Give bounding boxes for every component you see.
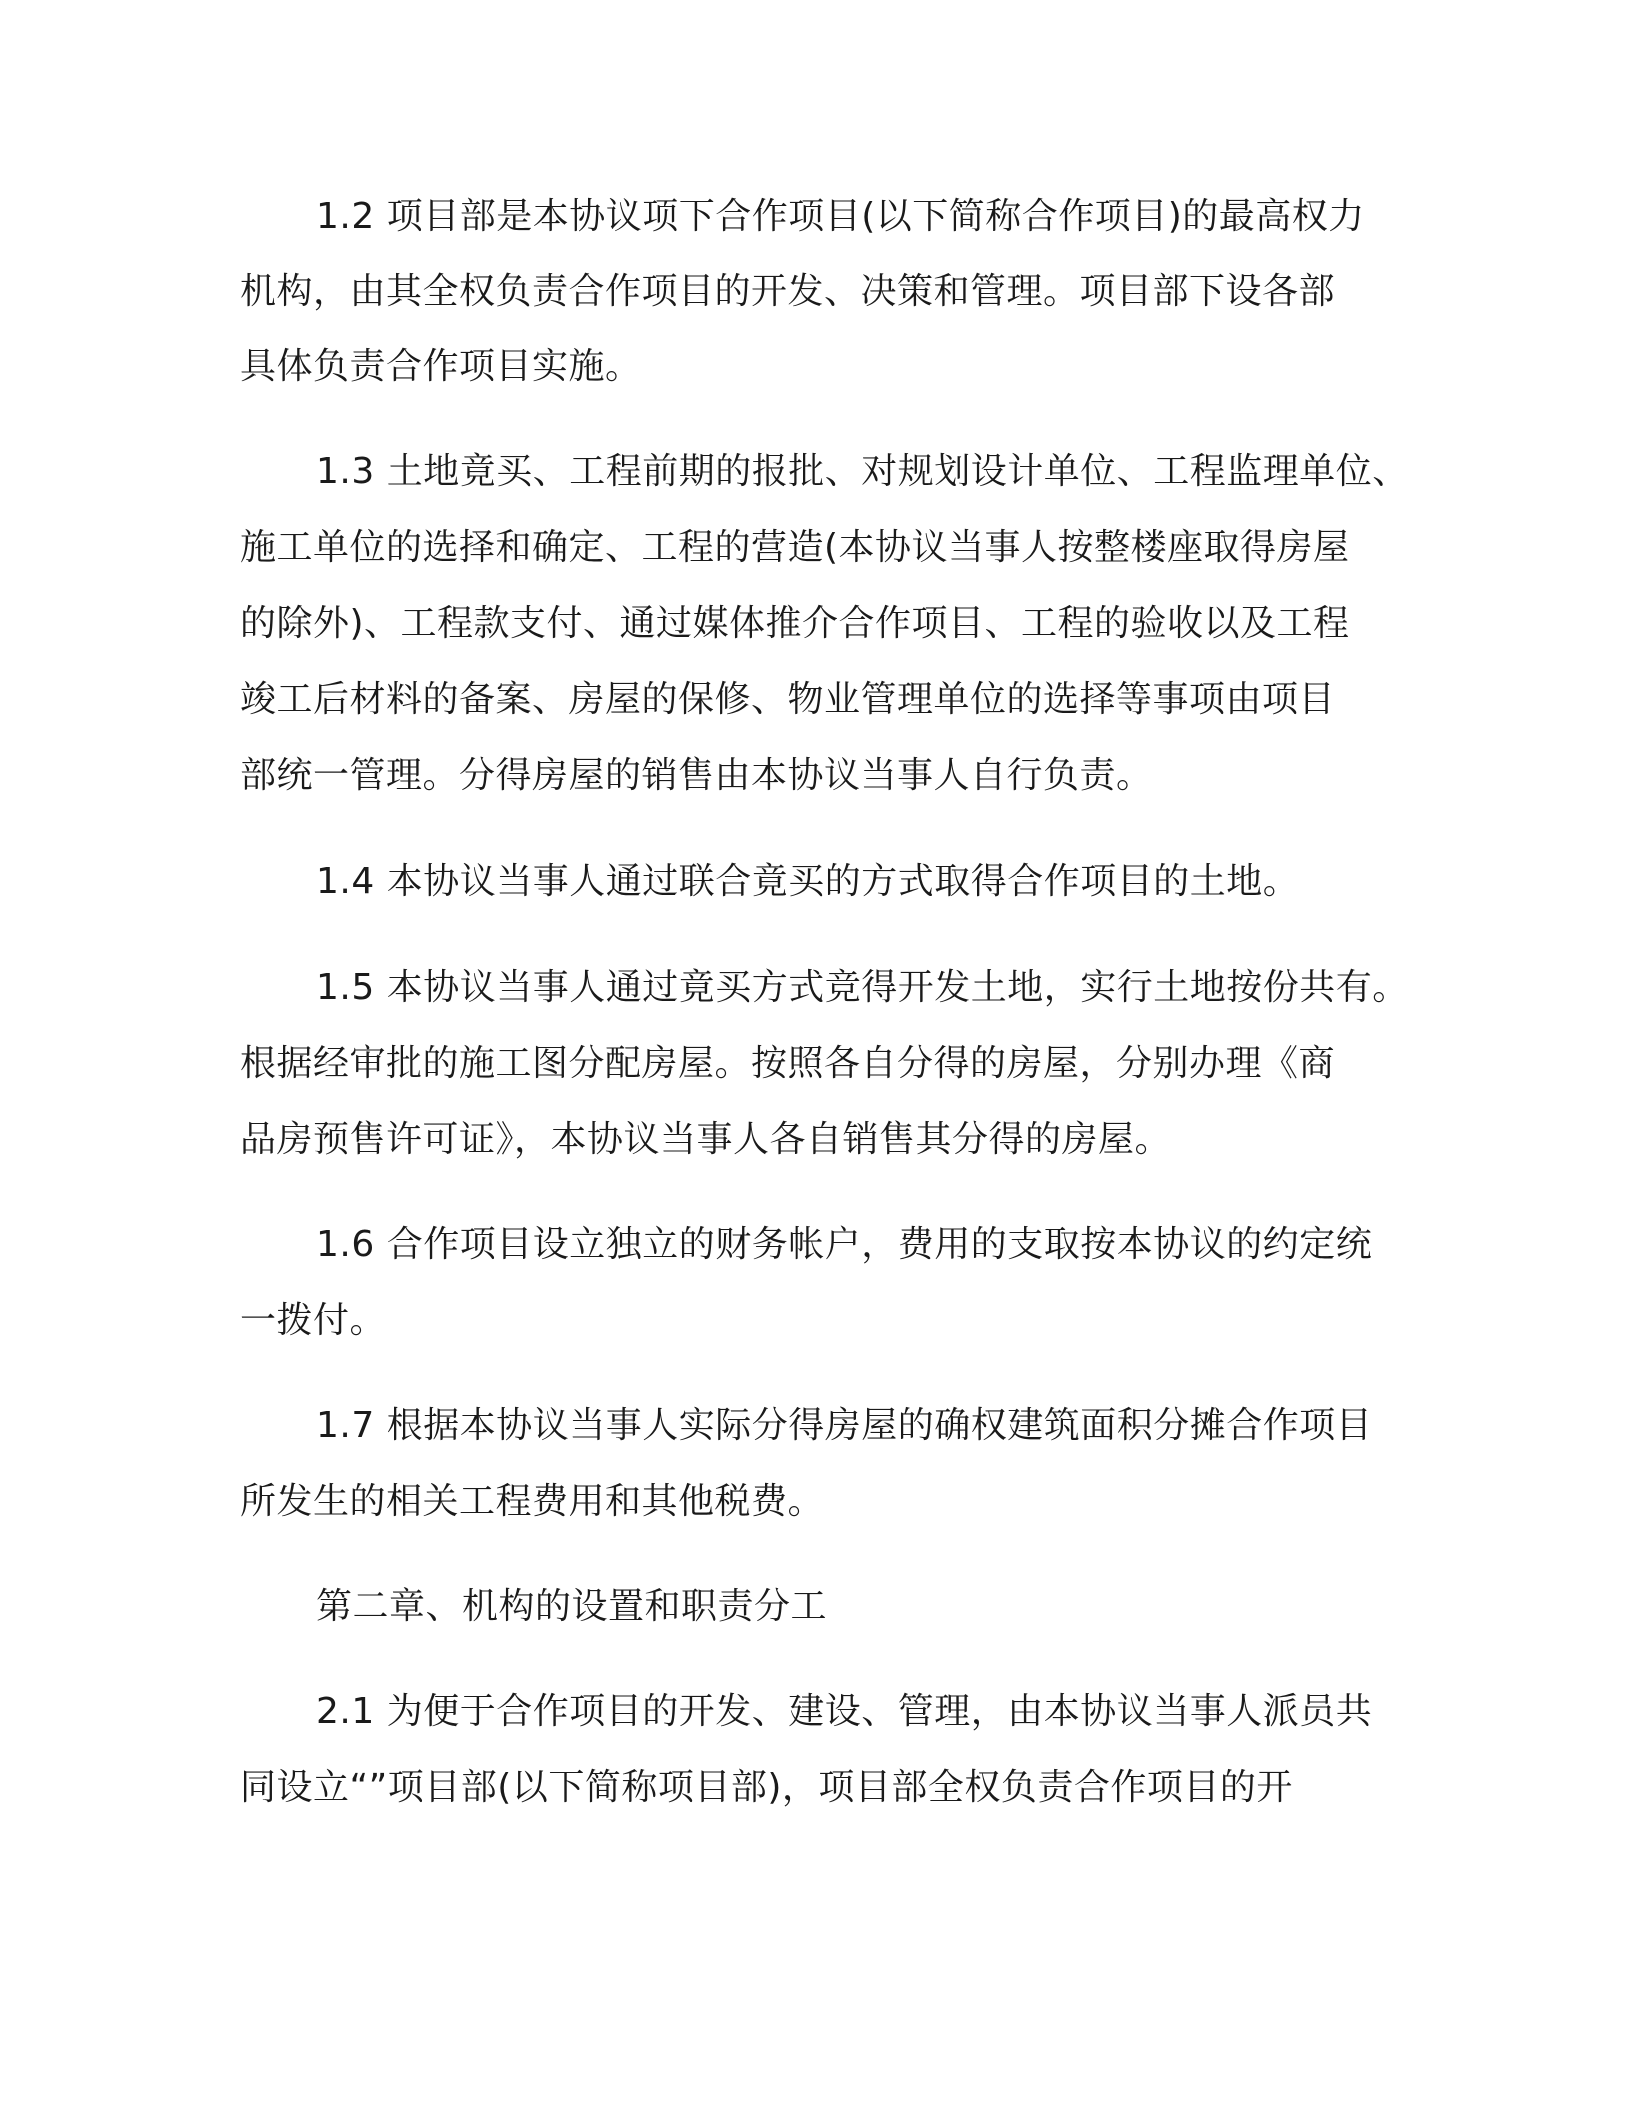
text-line: 2.1 为便于合作项目的开发、建设、管理，由本协议当事人派员共 — [316, 1691, 1373, 1732]
text-line: 所发生的相关工程费用和其他税费。 — [240, 1481, 825, 1522]
text-line: 根据经审批的施工图分配房屋。按照各自分得的房屋，分别办理《商 — [240, 1043, 1336, 1084]
text-line: 1.6 合作项目设立独立的财务帐户，费用的支取按本协议的约定统 — [316, 1224, 1373, 1265]
chapter-heading: 第二章、机构的设置和职责分工 — [316, 1586, 828, 1627]
text-line: 的除外)、工程款支付、通过媒体推介合作项目、工程的验收以及工程 — [240, 603, 1350, 644]
text-line: 机构，由其全权负责合作项目的开发、决策和管理。项目部下设各部 — [240, 271, 1336, 312]
text-line: 1.5 本协议当事人通过竟买方式竞得开发土地，实行土地按份共有。 — [316, 967, 1409, 1008]
text-line: 1.4 本协议当事人通过联合竟买的方式取得合作项目的土地。 — [316, 861, 1300, 902]
text-line: 部统一管理。分得房屋的销售由本协议当事人自行负责。 — [240, 755, 1153, 796]
text-line: 1.7 根据本协议当事人实际分得房屋的确权建筑面积分摊合作项目 — [316, 1405, 1373, 1446]
text-line: 施工单位的选择和确定、工程的营造(本协议当事人按整楼座取得房屋 — [240, 527, 1350, 568]
text-line: 品房预售许可证》，本协议当事人各自销售其分得的房屋。 — [240, 1119, 1172, 1160]
text-line: 一拨付。 — [240, 1300, 387, 1341]
text-line: 具体负责合作项目实施。 — [240, 346, 642, 387]
text-line: 竣工后材料的备案、房屋的保修、物业管理单位的选择等事项由项目 — [240, 679, 1336, 720]
text-line: 1.2 项目部是本协议项下合作项目(以下简称合作项目)的最高权力 — [316, 196, 1365, 237]
text-line: 1.3 土地竟买、工程前期的报批、对规划设计单位、工程监理单位、 — [316, 451, 1409, 492]
text-line: 同设立“”项目部(以下简称项目部)，项目部全权负责合作项目的开 — [240, 1767, 1293, 1808]
